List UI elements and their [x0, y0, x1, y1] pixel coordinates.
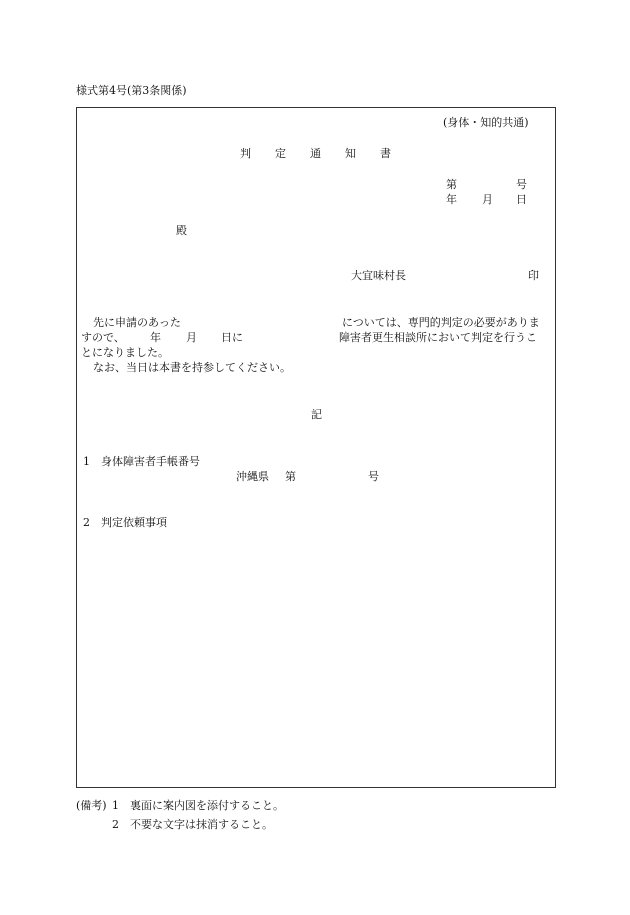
- number-prefix: 第: [446, 178, 457, 191]
- item1-heading: 1 身体障害者手帳番号: [83, 455, 200, 468]
- body-line3: とになりました。: [81, 346, 169, 359]
- category-label: (身体・知的共通): [443, 116, 529, 129]
- item1-number-suffix: 号: [368, 470, 379, 483]
- date-year: 年: [446, 193, 457, 206]
- document-title: 判定通知書: [240, 147, 415, 160]
- number-suffix: 号: [516, 178, 527, 191]
- notes-label: (備考): [76, 799, 107, 812]
- seal-mark: 印: [528, 269, 539, 282]
- item1-number-prefix: 第: [285, 470, 296, 483]
- body-line2-month: 月: [186, 331, 197, 344]
- addressee-suffix: 殿: [176, 224, 187, 237]
- body-line2-day: 日に: [221, 331, 243, 344]
- date-day: 日: [516, 193, 527, 206]
- form-number: 様式第4号(第3条関係): [76, 84, 187, 97]
- ki-label: 記: [311, 408, 322, 421]
- item1-prefecture: 沖縄県: [236, 470, 269, 483]
- item2-heading: 2 判定依頼事項: [83, 516, 167, 529]
- body-line2-start: すので、: [81, 331, 125, 344]
- issuer-name: 大宜味村長: [351, 269, 406, 282]
- body-line1-end: については、専門的判定の必要がありま: [342, 316, 540, 329]
- body-line4: なお、当日は本書を持参してください。: [93, 361, 291, 374]
- date-month: 月: [482, 193, 493, 206]
- body-line2-year: 年: [150, 331, 161, 344]
- body-line2-end: 障害者更生相談所において判定を行うこ: [339, 331, 537, 344]
- note-1: 1 裏面に案内図を添付すること。: [112, 799, 284, 812]
- notice-frame: [76, 107, 556, 788]
- body-line1-start: 先に申請のあった: [93, 316, 181, 329]
- note-2: 2 不要な文字は抹消すること。: [112, 818, 273, 831]
